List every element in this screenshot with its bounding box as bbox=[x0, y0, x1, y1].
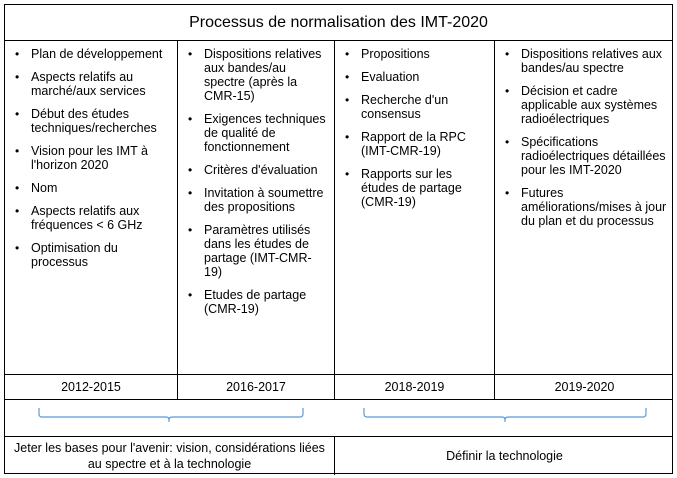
column-items bbox=[495, 41, 674, 228]
column-2019-2020 bbox=[495, 41, 674, 374]
phases-row bbox=[5, 436, 672, 475]
year-label: 2018-2019 bbox=[335, 375, 495, 399]
phase-foundation: Jeter les bases pour l'avenir: vision, considérations liées au spectre et à la technologie bbox=[5, 437, 335, 475]
list-item: • Futures améliorations/mises à jour du plan et du processus bbox=[505, 186, 668, 228]
diagram-title: Processus de normalisation des IMT-2020 bbox=[5, 5, 672, 41]
year-label: 2016-2017 bbox=[178, 375, 335, 399]
bracket-phase-2 bbox=[364, 408, 646, 422]
list-item: • Dispositions relatives aux bandes/au spectre bbox=[505, 47, 668, 75]
list-item: • Dispositions relatives aux bandes/au spectre (après la CMR-15) bbox=[188, 47, 328, 103]
list-item: • Vision pour les IMT à l'horizon 2020 bbox=[15, 144, 171, 172]
column-2016-2017 bbox=[178, 41, 335, 374]
list-item: • Critères d'évaluation bbox=[188, 163, 328, 177]
list-item: • Plan de développement bbox=[15, 47, 171, 61]
list-item: • Nom bbox=[15, 181, 171, 195]
column-items bbox=[5, 41, 177, 269]
list-item: • Paramètres utilisés dans les études de partage (IMT-CMR-19) bbox=[188, 223, 328, 279]
column-2012-2015 bbox=[5, 41, 178, 374]
list-item: • Optimisation du processus bbox=[15, 241, 171, 269]
list-item: • Spécifications radioélectriques détaillées pour les IMT-2020 bbox=[505, 135, 668, 177]
year-label: 2012-2015 bbox=[5, 375, 178, 399]
years-row bbox=[5, 374, 672, 400]
list-item: • Rapport de la RPC (IMT-CMR-19) bbox=[345, 130, 488, 158]
column-2018-2019 bbox=[335, 41, 495, 374]
list-item: • Exigences techniques de qualité de fonctionnement bbox=[188, 112, 328, 154]
diagram-frame bbox=[4, 4, 673, 474]
list-item: • Aspects relatifs aux fréquences < 6 GHz bbox=[15, 204, 171, 232]
phase-brackets bbox=[5, 400, 674, 436]
list-item: • Propositions bbox=[345, 47, 488, 61]
year-label: 2019-2020 bbox=[554, 380, 615, 394]
list-item: • Aspects relatifs au marché/aux services bbox=[15, 70, 171, 98]
bracket-phase-1 bbox=[39, 408, 303, 422]
list-item: • Evaluation bbox=[345, 70, 488, 84]
list-item: • Recherche d'un consensus bbox=[345, 93, 488, 121]
list-item: • Rapports sur les études de partage (CMR-19) bbox=[345, 167, 488, 209]
column-items bbox=[335, 41, 494, 209]
list-item: • Début des études techniques/recherches bbox=[15, 107, 171, 135]
column-items bbox=[178, 41, 334, 316]
list-item: • Décision et cadre applicable aux systèmes radioélectriques bbox=[505, 84, 668, 126]
phase-technology: Définir la technologie bbox=[446, 449, 563, 463]
list-item: • Etudes de partage (CMR-19) bbox=[188, 288, 328, 316]
list-item: • Invitation à soumettre des propositions bbox=[188, 186, 328, 214]
